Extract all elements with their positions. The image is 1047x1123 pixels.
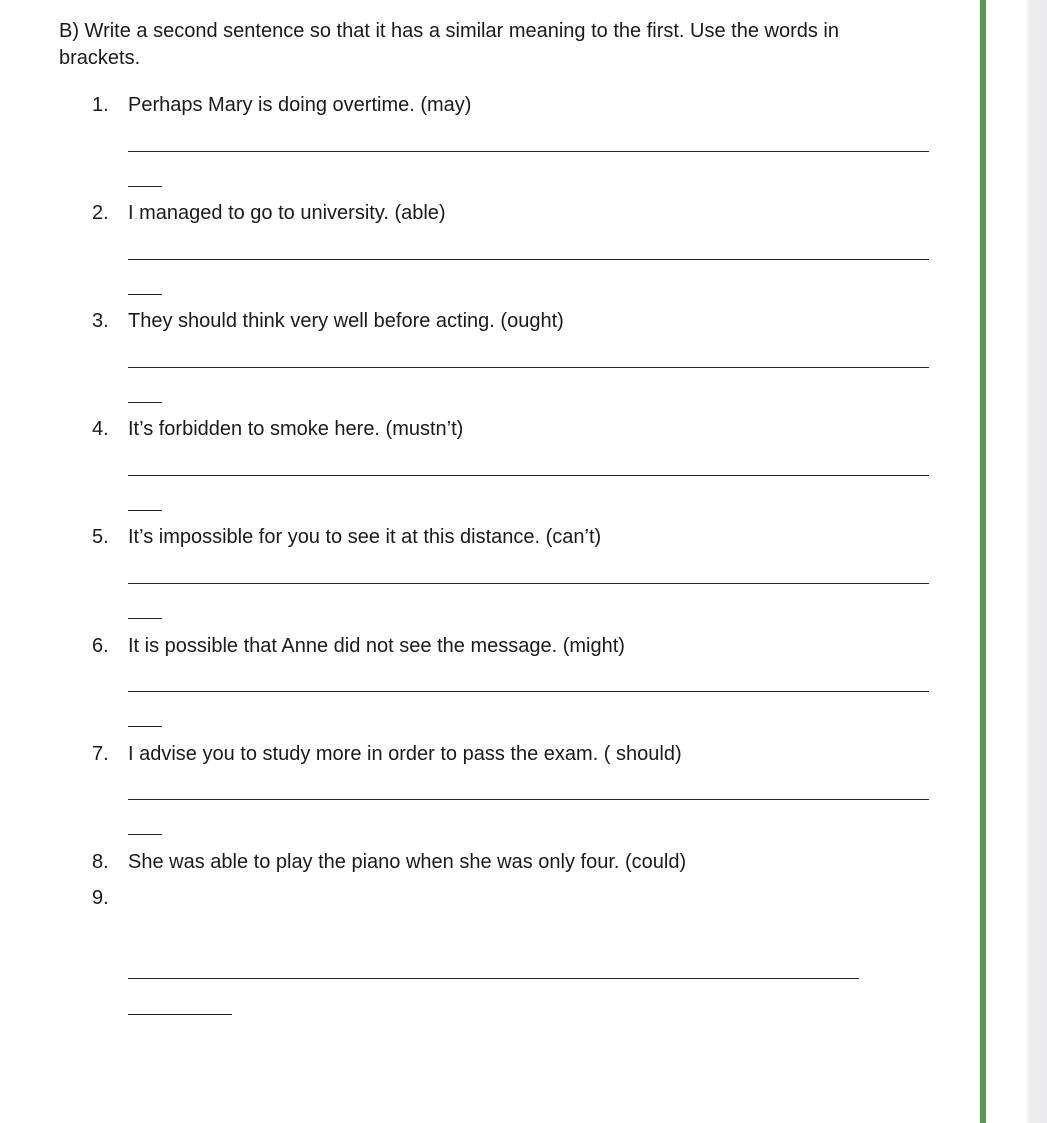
item-sentence: It’s forbidden to smoke here. (mustn’t) (128, 418, 464, 440)
answer-line-continuation[interactable] (128, 1014, 232, 1015)
item-number: 6. (92, 635, 109, 657)
item-sentence: I advise you to study more in order to pass the exam. ( should) (128, 743, 682, 765)
answer-line[interactable] (128, 367, 929, 368)
answer-line-continuation[interactable] (128, 402, 162, 403)
item-number: 3. (92, 310, 109, 332)
item-number: 9. (92, 887, 109, 909)
answer-line[interactable] (128, 475, 929, 476)
item-sentence: She was able to play the piano when she was only four. (could) (128, 851, 687, 873)
item-number: 4. (92, 418, 109, 440)
item-sentence: They should think very well before acting. (ought) (128, 310, 564, 332)
item-sentence: It is possible that Anne did not see the message. (might) (128, 635, 625, 657)
viewer-scroll-gutter (986, 0, 1047, 1123)
item-number: 8. (92, 851, 109, 873)
answer-line-continuation[interactable] (128, 186, 162, 187)
answer-line[interactable] (128, 799, 929, 800)
item-number: 1. (92, 94, 109, 116)
answer-line-continuation[interactable] (128, 510, 162, 511)
answer-line-continuation[interactable] (128, 834, 162, 835)
answer-line[interactable] (128, 151, 929, 152)
item-number: 2. (92, 202, 109, 224)
answer-line[interactable] (128, 583, 929, 584)
answer-line[interactable] (128, 978, 859, 979)
item-sentence: It’s impossible for you to see it at this distance. (can’t) (128, 526, 602, 548)
answer-line[interactable] (128, 259, 929, 260)
exercise-instructions: B) Write a second sentence so that it has a similar meaning to the first. Use the words in brackets. (59, 20, 839, 69)
item-number: 7. (92, 743, 109, 765)
answer-line-continuation[interactable] (128, 726, 162, 727)
answer-line[interactable] (128, 691, 929, 692)
answer-line-continuation[interactable] (128, 294, 162, 295)
item-number: 5. (92, 526, 109, 548)
item-sentence: Perhaps Mary is doing overtime. (may) (128, 94, 472, 116)
item-sentence: I managed to go to university. (able) (128, 202, 446, 224)
answer-line-continuation[interactable] (128, 618, 162, 619)
